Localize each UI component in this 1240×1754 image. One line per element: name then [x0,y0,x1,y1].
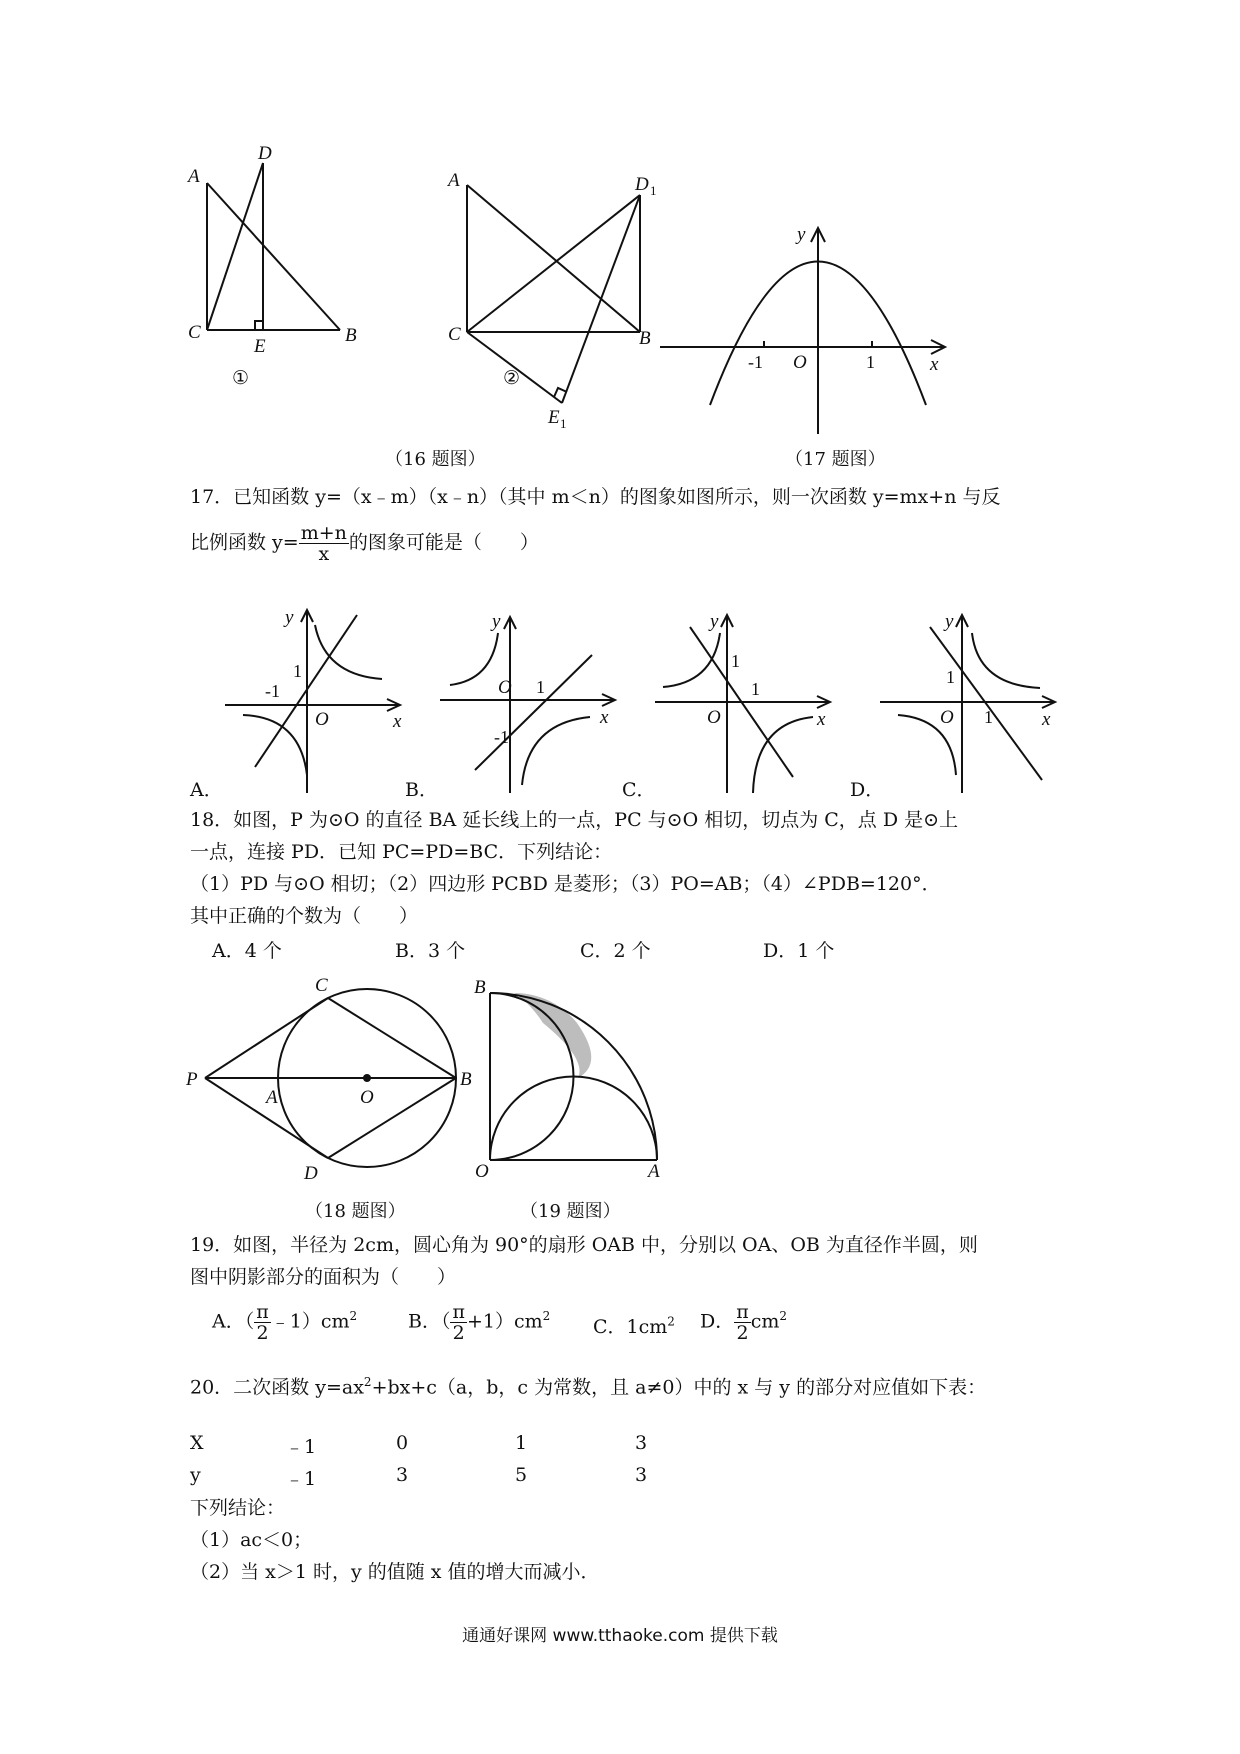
figure-tag-1: ① [232,367,250,389]
q19-D-pre: D． [700,1310,735,1333]
label-B: B [460,1069,472,1090]
q20-line1 [190,1370,986,1399]
footer: 通通好课网 www.tthaoke.com 提供下载 [462,1626,778,1646]
q18-choice-A[interactable]: A．4 个 [212,940,282,962]
axis-x-label: x [600,707,609,728]
figure-16-right [440,170,670,440]
option-B-label[interactable]: B． [405,779,438,801]
label-D: D [258,143,272,164]
axis-y-label: y [492,611,501,632]
origin-label: O [707,707,721,728]
caption-17: （17 题图） [785,449,886,470]
table-cell: ﹣1 [285,1436,317,1458]
frac-num: π [452,1301,465,1323]
label-O: O [475,1161,489,1182]
label-P: P [186,1069,198,1090]
table-cell: y [190,1464,201,1486]
label-C: C [448,324,461,345]
q19-B-frac [450,1302,467,1343]
caption-18: （18 题图） [305,1201,406,1222]
option-A-graph [225,605,415,795]
q20-line1-pre: 20．二次函数 y=ax [190,1376,364,1399]
q17-line2-pre: 比例函数 y= [190,531,299,554]
intercept-1b: 1 [751,679,760,699]
label-B: B [639,328,651,349]
q19-choice-B[interactable] [408,1302,550,1343]
tick-neg1: -1 [748,352,763,372]
origin-label: O [793,352,807,373]
intercept-neg1: -1 [265,681,280,701]
axis-y-label: y [285,607,294,628]
axis-y-label: y [945,611,954,632]
label-E1-sub: 1 [560,416,567,431]
intercept-neg1: -1 [494,727,509,747]
q19-A-pre: A．（ [212,1310,255,1333]
q18-choice-B[interactable]: B．3 个 [395,940,466,962]
option-C-label[interactable]: C． [622,779,656,801]
origin-label: O [498,677,512,698]
intercept-1: 1 [293,661,302,681]
q17-frac-den: x [318,543,330,565]
q18-line2: 一点，连接 PD．已知 PC=PD=BC．下列结论： [190,841,613,863]
caption-16: （16 题图） [385,449,486,470]
q19-line1: 19．如图，半径为 2cm，圆心角为 90°的扇形 OAB 中，分别以 OA、OB 为直径作半圆，则 [190,1234,978,1256]
label-D1-sub: 1 [650,183,657,198]
label-A: A [448,170,460,191]
label-D: D [304,1163,318,1184]
q19-B-post: +1）cm [466,1310,543,1333]
q19-A-post: ﹣1）cm [270,1310,350,1333]
frac-den: 2 [256,1322,269,1344]
label-C: C [315,975,328,996]
figure-19 [470,975,690,1195]
option-D-graph [880,605,1070,795]
table-cell: ﹣1 [285,1468,317,1490]
q18-line4: 其中正确的个数为（ ） [190,905,419,927]
axis-x-label: x [393,711,402,732]
origin-label: O [940,707,954,728]
q19-choice-C[interactable] [593,1312,675,1339]
axis-y-label: y [797,224,806,245]
option-B-graph [440,605,630,795]
q19-line2: 图中阴影部分的面积为（ ） [190,1266,457,1288]
table-cell: 3 [635,1464,648,1486]
label-B: B [474,977,486,998]
q19-choice-D[interactable] [700,1302,787,1343]
frac-num: π [256,1301,269,1323]
figure-17 [660,220,960,440]
q17-fraction [299,523,349,564]
q19-A-frac [254,1302,271,1343]
figure-18 [180,975,480,1195]
label-O: O [360,1087,374,1108]
frac-den: 2 [452,1322,465,1344]
q17-line1: 17．已知函数 y=（x﹣m）（x﹣n）（其中 m＜n）的图象如图所示，则一次函数 y=mx+n 与反 [190,486,1001,508]
q19-C-sup: 2 [667,1314,675,1329]
table-cell: 0 [396,1432,409,1454]
origin-label: O [315,709,329,730]
label-A: A [648,1161,660,1182]
q17-frac-num: m+n [300,522,347,544]
frac-den: 2 [736,1322,749,1344]
q18-choice-C[interactable]: C．2 个 [580,940,651,962]
intercept-1a: 1 [946,667,955,687]
label-E1: E [548,407,560,428]
q20-line2: 下列结论： [190,1497,286,1519]
table-cell: 5 [515,1464,528,1486]
table-cell: X [190,1432,204,1454]
intercept-1b: 1 [984,707,993,727]
q19-C-text: C．1cm [593,1316,668,1338]
q19-choice-A[interactable] [212,1302,357,1343]
label-B: B [345,325,357,346]
q19-D-frac [734,1302,751,1343]
tick-pos1: 1 [866,352,875,372]
q19-B-sup: 2 [542,1309,551,1324]
q19-D-sup: 2 [779,1309,788,1324]
table-cell: 1 [515,1432,528,1454]
q18-choice-D[interactable]: D．1 个 [763,940,835,962]
q20-line3: （1）ac＜0； [190,1529,313,1551]
label-A: A [188,166,200,187]
axis-y-label: y [710,611,719,632]
label-C: C [188,322,201,343]
q20-line1-sup: 2 [363,1375,372,1389]
label-D1: D [635,174,649,195]
q17-line2 [190,523,539,564]
option-D-label[interactable]: D． [850,779,885,801]
label-E: E [254,336,266,357]
caption-19: （19 题图） [520,1201,621,1222]
q17-line2-post: 的图象可能是（ ） [348,531,539,554]
q19-D-post: cm [750,1310,780,1333]
table-cell: 3 [396,1464,409,1486]
axis-x-label: x [930,354,939,375]
label-A: A [266,1087,278,1108]
q18-line3: （1）PD 与⊙O 相切；（2）四边形 PCBD 是菱形；（3）PO=AB；（4）∠PDB=120°． [190,873,941,895]
figure-tag-2: ② [503,367,521,389]
q20-line4: （2）当 x＞1 时，y 的值随 x 值的增大而减小． [190,1561,600,1583]
intercept-1a: 1 [731,651,740,671]
option-C-graph [655,605,845,795]
table-cell: 3 [635,1432,648,1454]
frac-num: π [736,1301,749,1323]
figure-16-left [180,143,400,430]
q19-B-pre: B．（ [408,1310,451,1333]
axis-x-label: x [1042,709,1051,730]
intercept-1: 1 [536,677,545,697]
q20-line1-post: +bx+c（a，b，c 为常数，且 a≠0）中的 x 与 y 的部分对应值如下表： [371,1376,987,1399]
option-A-label[interactable]: A． [190,779,223,801]
axis-x-label: x [817,709,826,730]
q19-A-sup: 2 [349,1309,358,1324]
q18-line1: 18．如图，P 为⊙O 的直径 BA 延长线上的一点，PC 与⊙O 相切，切点为 C，点 D 是⊙上 [190,809,959,831]
